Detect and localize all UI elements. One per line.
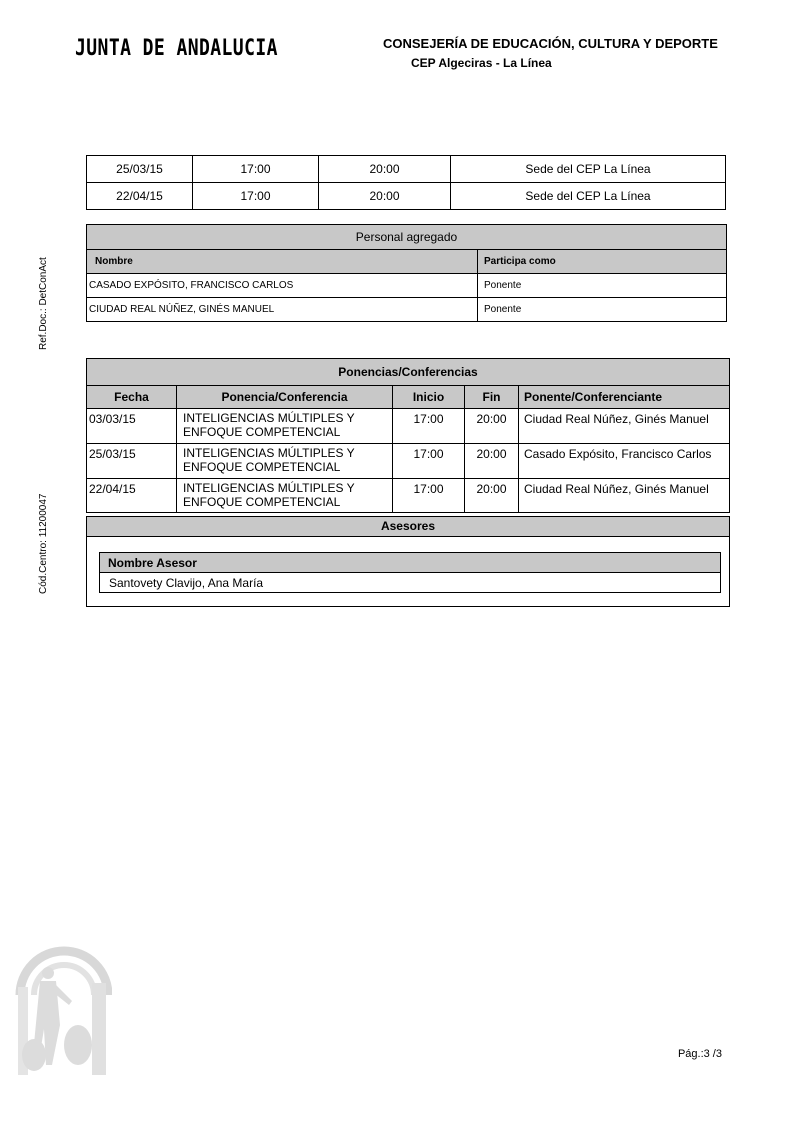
ponencia-speaker: Ciudad Real Núñez, Ginés Manuel xyxy=(519,479,730,513)
table-row xyxy=(87,444,730,479)
personal-role: Ponente xyxy=(478,274,727,298)
session-row xyxy=(87,156,726,183)
ponencia-date: 22/04/15 xyxy=(87,479,177,513)
asesores-title: Asesores xyxy=(87,517,729,537)
ponencia-title-line: ENFOQUE COMPETENCIAL xyxy=(183,425,341,439)
ponencia-title xyxy=(177,479,393,513)
ponencia-date: 03/03/15 xyxy=(87,409,177,444)
ponencia-start: 17:00 xyxy=(393,479,465,513)
table-row xyxy=(87,409,730,444)
asesores-table xyxy=(99,552,721,593)
personal-name: CIUDAD REAL NÚÑEZ, GINÉS MANUEL xyxy=(87,298,478,322)
col-fin: Fin xyxy=(465,386,519,409)
session-end: 20:00 xyxy=(319,183,451,210)
ponencia-end: 20:00 xyxy=(465,479,519,513)
ponencia-start: 17:00 xyxy=(393,444,465,479)
col-nombre: Nombre xyxy=(87,250,478,274)
andalucia-emblem-icon xyxy=(12,905,112,1083)
session-place: Sede del CEP La Línea xyxy=(451,156,726,183)
consejeria-title: CONSEJERÍA DE EDUCACIÓN, CULTURA Y DEPORTE xyxy=(383,36,718,51)
ponencia-end: 20:00 xyxy=(465,409,519,444)
cod-centro-label: Cód.Centro: 11200047 xyxy=(38,493,49,594)
session-date: 22/04/15 xyxy=(87,183,193,210)
ponencia-title-line: INTELIGENCIAS MÚLTIPLES Y xyxy=(183,481,355,495)
personal-role: Ponente xyxy=(478,298,727,322)
personal-agregado-table xyxy=(86,224,727,322)
session-row xyxy=(87,183,726,210)
ponencia-title-line: ENFOQUE COMPETENCIAL xyxy=(183,495,341,509)
ponencia-speaker: Ciudad Real Núñez, Ginés Manuel xyxy=(519,409,730,444)
session-start: 17:00 xyxy=(193,156,319,183)
asesores-section xyxy=(86,516,730,607)
table-row xyxy=(87,298,727,322)
ponencia-title-line: INTELIGENCIAS MÚLTIPLES Y xyxy=(183,446,355,460)
cep-subtitle: CEP Algeciras - La Línea xyxy=(411,56,552,70)
table-row xyxy=(100,573,721,593)
col-inicio: Inicio xyxy=(393,386,465,409)
ponencia-title-line: ENFOQUE COMPETENCIAL xyxy=(183,460,341,474)
ponencia-end: 20:00 xyxy=(465,444,519,479)
ponencia-title xyxy=(177,444,393,479)
session-start: 17:00 xyxy=(193,183,319,210)
table-row xyxy=(87,274,727,298)
ponencia-date: 25/03/15 xyxy=(87,444,177,479)
col-nombre-asesor: Nombre Asesor xyxy=(100,553,721,573)
ponencia-title-line: INTELIGENCIAS MÚLTIPLES Y xyxy=(183,411,355,425)
junta-logo-text: JUNTA DE ANDALUCIA xyxy=(75,36,278,61)
asesor-name: Santovety Clavijo, Ana María xyxy=(100,573,721,593)
page-number: Pág.:3 /3 xyxy=(677,1048,722,1060)
col-fecha: Fecha xyxy=(87,386,177,409)
personal-name: CASADO EXPÓSITO, FRANCISCO CARLOS xyxy=(87,274,478,298)
ref-doc-label: Ref.Doc.: DetConAct xyxy=(38,257,49,350)
col-participa: Participa como xyxy=(478,250,727,274)
ponencia-speaker: Casado Expósito, Francisco Carlos xyxy=(519,444,730,479)
ponencias-title: Ponencias/Conferencias xyxy=(87,359,730,386)
session-date: 25/03/15 xyxy=(87,156,193,183)
col-ponente: Ponente/Conferenciante xyxy=(519,386,730,409)
sessions-table xyxy=(86,155,726,210)
table-row xyxy=(87,479,730,513)
session-place: Sede del CEP La Línea xyxy=(451,183,726,210)
col-ponencia: Ponencia/Conferencia xyxy=(177,386,393,409)
ponencia-title xyxy=(177,409,393,444)
personal-agregado-title: Personal agregado xyxy=(87,225,727,250)
ponencias-table xyxy=(86,358,730,513)
ponencia-start: 17:00 xyxy=(393,409,465,444)
session-end: 20:00 xyxy=(319,156,451,183)
